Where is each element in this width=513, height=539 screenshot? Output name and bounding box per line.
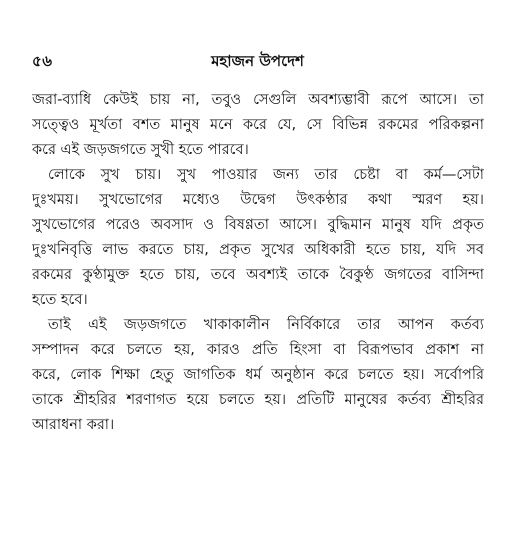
paragraph-2	[32, 163, 484, 313]
running-title: মহাজন উপদেশ	[211, 52, 304, 70]
text-line: জরা-ব্যাধি কেউই চায় না, তবুও সেগুলি অবশ্যম্ভাবী রূপে আসে। তা	[32, 92, 484, 108]
text-line: দুঃখনিবৃত্তি লাভ করতে চায়, প্রকৃত সুখের অধিকারী হতে চায়, যদি সব	[32, 242, 484, 258]
page-header	[32, 50, 483, 74]
text-line: সত্ত্বেও মূর্খতা বশত মানুষ মনে করে যে, সে বিভিন্ন রকমের পরিকল্পনা	[32, 117, 484, 133]
paragraph-3	[32, 313, 484, 438]
text-line: করে এই জড়জগতে সুখী হতে পারবে।	[32, 142, 249, 158]
text-line: হতে হবে।	[32, 292, 88, 308]
text-line: তাই এই জড়জগতে খাকাকালীন নির্বিকারে তার আপন কর্তব্য	[48, 317, 484, 333]
text-line: সুখভোগের পরেও অবসাদ ও বিষণ্ণতা আসে। বুদ্ধিমান মানুষ যদি প্রকৃত	[32, 217, 484, 233]
page-number: ৫৬	[32, 52, 53, 70]
text-line: তাকে শ্রীহরির শরণাগত হয়ে চলতে হয়। প্রতিটি মানুষের কর্তব্য শ্রীহরির	[32, 392, 484, 408]
text-line: সম্পাদন করে চলতে হয়, কারও প্রতি হিংসা বা বিরূপভাব প্রকাশ না	[32, 342, 484, 358]
paragraph-1	[32, 88, 484, 163]
text-line: দুঃখময়। সুখভোগের মধ্যেও উদ্বেগ উৎকণ্ঠার কথা স্মরণ হয়।	[32, 192, 484, 208]
text-line: রকমের কুণ্ঠামুক্ত হতে চায়, তবে অবশ্যই তাকে বৈকুণ্ঠ জগতের বাসিন্দা	[32, 267, 484, 283]
body-text	[32, 88, 484, 438]
text-line: লোকে সুখ চায়। সুখ পাওয়ার জন্য তার চেষ্টা বা কর্ম—সেটা	[48, 167, 484, 183]
text-line: আরাধনা করা।	[32, 417, 115, 433]
text-line: করে, লোক শিক্ষা হেতু জাগতিক ধর্ম অনুষ্ঠান করে চলতে হয়। সর্বোপরি	[32, 367, 484, 383]
